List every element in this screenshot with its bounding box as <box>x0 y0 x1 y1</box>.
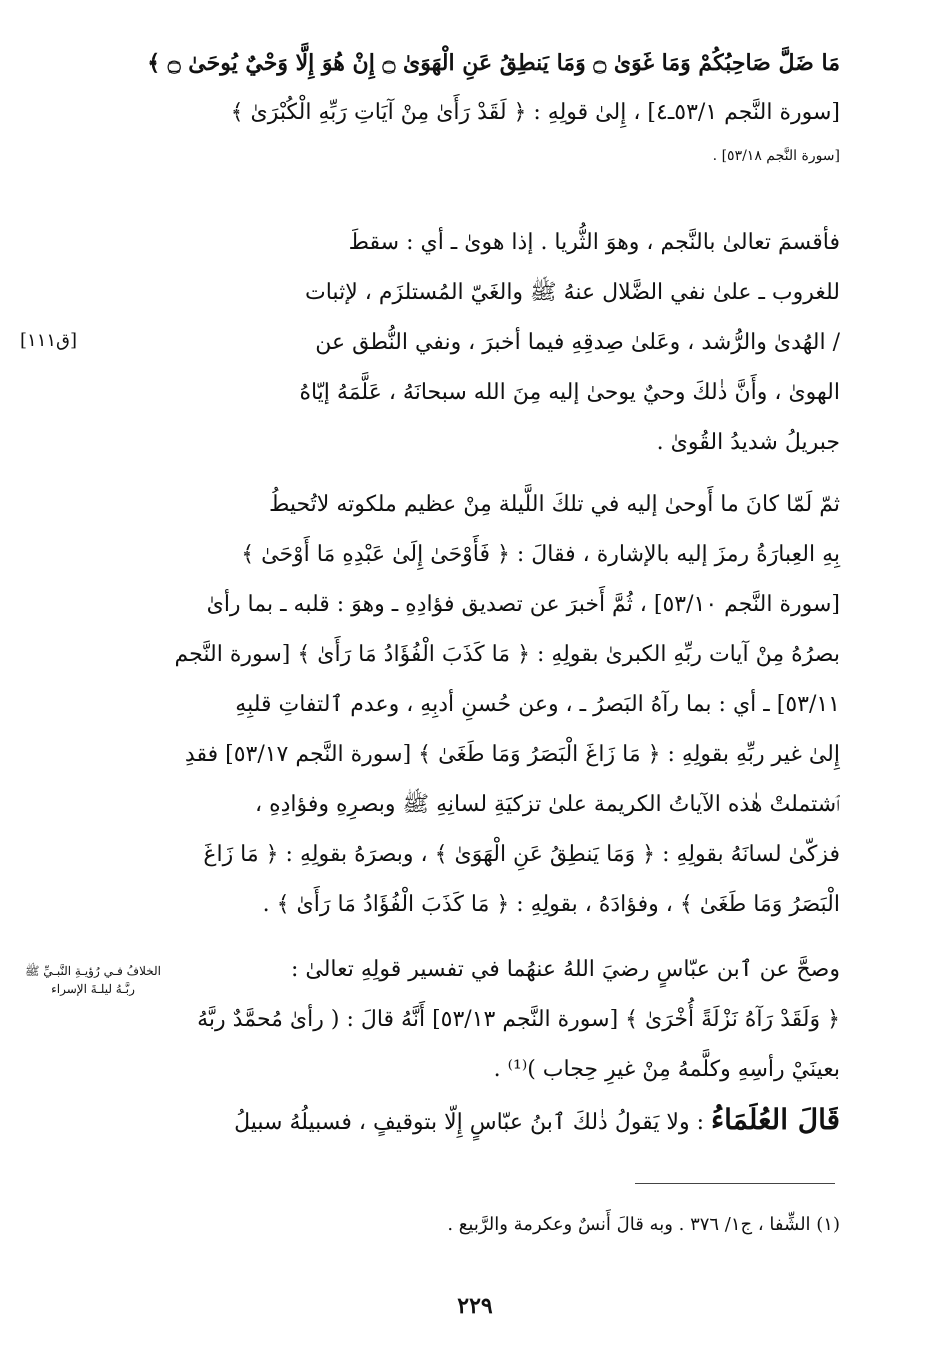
page-number: ٢٢٩ <box>457 1293 493 1319</box>
text-line: فزكّىٰ لسانَهُ بقولِهِ : ﴿ وَمَا يَنطِقُ عَنِ الْهَوَىٰ ﴾ ، وبصرَهُ بقولِهِ : ﴿ مَا زَاغَ <box>203 842 840 867</box>
text-line: بعينَيْ رأسِهِ وكلَّمهُ مِنْ غيرِ حِجاب )⁽¹⁾ . <box>493 1057 840 1082</box>
text-line: ثمّ لَمّا كانَ ما أَوحىٰ إليه في تلكَ اللَّيلة مِنْ عظيم ملكوته لاتُحيطُ <box>268 492 840 517</box>
text-line: جبريلُ شديدُ القُوىٰ . <box>656 430 840 455</box>
text-line: ﴿ وَلَقَدْ رَآهُ نَزْلَةً أُخْرَىٰ ﴾ [سورة النَّجم ٥٣/١٣] أَنَّهُ قالَ : ( رأىٰ مُحمَّدٌ ربَّهُ <box>197 1007 840 1032</box>
text-line: إِلىٰ غير ربِّهِ بقولِهِ : ﴿ مَا زَاغَ الْبَصَرُ وَمَا طَغَىٰ ﴾ [سورة النَّجم ٥٣/١٧] فقدِ <box>184 742 840 767</box>
text-line-with-heading <box>170 1095 840 1145</box>
text-line: بصرُهُ مِنْ آيات ربِّهِ الكبرىٰ بقولِهِ : ﴿ مَا كَذَبَ الْفُؤَادُ مَا رَأَىٰ ﴾ [سورة النَّجم <box>174 642 840 667</box>
main-text-block-1 <box>147 38 840 174</box>
margin-note: الخلافُ فـي رُؤيـةِ النَّبـيِّ ﷺ ربَّـهُ ليلـةَ الإسراء <box>25 964 161 996</box>
manuscript-page-ref: [ق١١١] <box>20 330 78 351</box>
text-line: [سورة النَّجم ٥٣/١٨] . <box>712 148 840 164</box>
text-line: للغروب ـ علىٰ نفي الضَّلال عنهُ ﷺ والغَيّ المُستلزَم ، لإثبات <box>305 280 840 305</box>
text-line: ٱشتملتْ هٰذه الآياتُ الكريمة علىٰ تزكيَةِ لسانِهِ ﷺ وبصرِهِ وفؤادِهِ ، <box>255 792 840 817</box>
text-line: بِهِ العِبارَةُ رمزَ إليه بالإشارة ، فقالَ : ﴿ فَأَوْحَىٰ إِلَىٰ عَبْدِهِ مَا أَوْحَىٰ ﴾ <box>241 542 840 567</box>
text-line: الْبَصَرُ وَمَا طَغَىٰ ﴾ ، وفؤادَهُ ، بقولِهِ : ﴿ مَا كَذَبَ الْفُؤَادُ مَا رَأَىٰ ﴾ . <box>262 892 840 917</box>
text-line: / الهُدىٰ والرُّشد ، وعَلىٰ صِدقِهِ فيما أخبرَ ، ونفي النُّطق عن <box>315 330 840 355</box>
footnote-divider <box>635 1183 835 1184</box>
section-heading: قَالَ العُلَمَاءُ <box>711 1103 840 1136</box>
text-line: [سورة النَّجم ٥٣/١٠] ، ثُمَّ أَخبرَ عن تصديق فؤادِهِ ـ وهوَ : قلبه ـ بما رأىٰ <box>206 592 840 617</box>
text-line: مَا ضَلَّ صَاحِبُكُمْ وَمَا غَوَىٰ ۝ وَمَا يَنطِقُ عَنِ الْهَوَىٰ ۝ إِنْ هُوَ إِلَّا وَحْيٌ يُوحَىٰ ۝ ﴾ <box>147 50 840 76</box>
text-line: وصحَّ عن ٱبن عبّاسٍ رضيَ اللهُ عنهُما في تفسير قولِهِ تعالىٰ : <box>290 957 840 982</box>
main-text-block-4 <box>170 945 840 1145</box>
footnote: (١) الشِّفا ، ج١/ ٣٧٦ . وبه قالَ أَنسٌ وعكرمة والرَّبيع . <box>447 1214 840 1235</box>
text-line: فأقسمَ تعالىٰ بالنَّجم ، وهوَ الثُّريا . إذا هوىٰ ـ أي : سقطَ <box>348 230 840 255</box>
text-line: ٥٣/١١] ـ أي : بما رآهُ البَصرُ ـ ، وعن حُسنِ أدبِهِ ، وعدم ٱلتفاتِ قلبِهِ <box>235 692 840 717</box>
text-line-rest: : ولا يَقولُ ذٰلكَ ٱبنُ عبّاسٍ إِلّا بتوقيفٍ ، فسبيلُهُ سبيلُ <box>234 1110 705 1135</box>
text-line: الهوىٰ ، وأَنَّ ذٰلكَ وحيٌ يوحىٰ إليه مِنَ الله سبحانَهُ ، عَلَّمَهُ إيّاهُ <box>299 380 840 405</box>
main-text-block-3 <box>170 480 840 930</box>
main-text-block-2 <box>170 218 840 468</box>
text-line: [سورة النَّجم ٥٣/١ـ٤] ، إِلىٰ قولِهِ : ﴿ لَقَدْ رَأَىٰ مِنْ آيَاتِ رَبِّهِ الْكُبْرَىٰ ﴾ <box>230 100 840 125</box>
